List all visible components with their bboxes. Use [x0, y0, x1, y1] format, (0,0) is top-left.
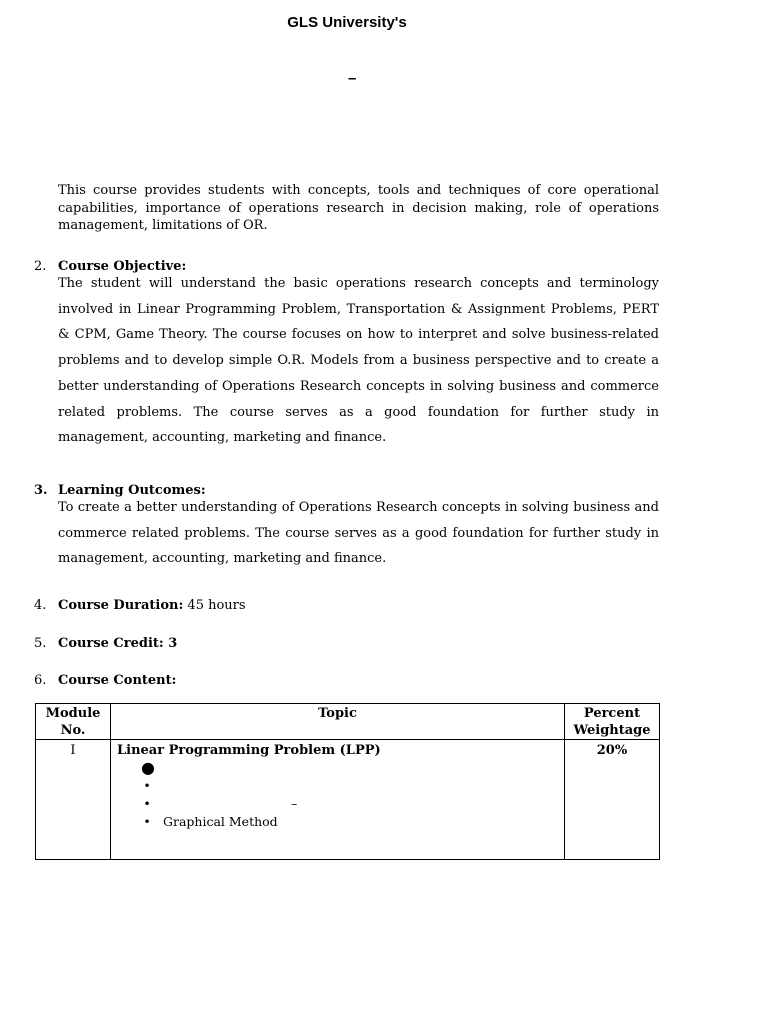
section-heading: Learning Outcomes:: [58, 483, 206, 498]
topic-title: Linear Programming Problem (LPP): [117, 743, 381, 758]
course-description: This course provides students with concepts, tools and techniques of core operational capabilities, importance of operations research in decision making, role of operations management, limitations of OR.: [58, 183, 659, 233]
section-heading: [58, 598, 246, 613]
bullet-icon: •: [143, 814, 151, 829]
weightage-value: 20%: [565, 740, 660, 860]
bullet-icon: ●: [141, 758, 155, 777]
section-body: To create a better understanding of Operations Research concepts in solving business and commerce related problems. The course serves as a good foundation for further study in management, accounting, marketing and finance.: [58, 500, 659, 567]
list-item: [117, 813, 558, 831]
section-number: 3.: [34, 483, 48, 498]
table-row: [36, 740, 660, 860]
title-dash: –: [348, 70, 357, 87]
header-weightage: Percent Weightage: [565, 704, 660, 740]
section-number: 2.: [34, 259, 47, 274]
header-module: Module No.: [36, 704, 111, 740]
list-item-text: Graphical Method: [163, 814, 278, 829]
bullet-icon: •: [143, 778, 151, 793]
section-number: 5.: [34, 636, 47, 651]
list-item: [117, 777, 558, 795]
course-content-table: [35, 703, 660, 860]
section-heading: Course Credit: 3: [58, 636, 178, 651]
module-number: I: [36, 740, 111, 860]
header-topic: Topic: [111, 704, 565, 740]
section-heading: Course Objective:: [58, 259, 187, 274]
topic-cell: [111, 740, 565, 860]
section-number: 6.: [34, 673, 47, 688]
duration-value: 45 hours: [183, 598, 246, 613]
list-item: [117, 759, 558, 777]
bullet-icon: •: [143, 796, 151, 811]
duration-label: Course Duration:: [58, 598, 184, 613]
topic-bullet-list: [117, 759, 558, 831]
section-heading: Course Content:: [58, 673, 177, 688]
university-title: GLS University's: [287, 14, 407, 31]
list-item: [117, 795, 558, 813]
list-item-dash: –: [291, 796, 298, 811]
section-number: 4.: [34, 598, 47, 613]
table-header-row: [36, 704, 660, 740]
section-body: The student will understand the basic operations research concepts and terminology involved in Linear Programming Problem, Transportation & Assignment Problems, PERT & CPM, Game Theory. The course focuses on how to interpret and solve business-related problems and to develop simple O.R. Models from a business perspective and to create a better understanding of Operations Research concepts in solving business and commerce related problems. The course serves as a good foundation for further study in management, accounting, marketing and finance.: [58, 276, 659, 446]
